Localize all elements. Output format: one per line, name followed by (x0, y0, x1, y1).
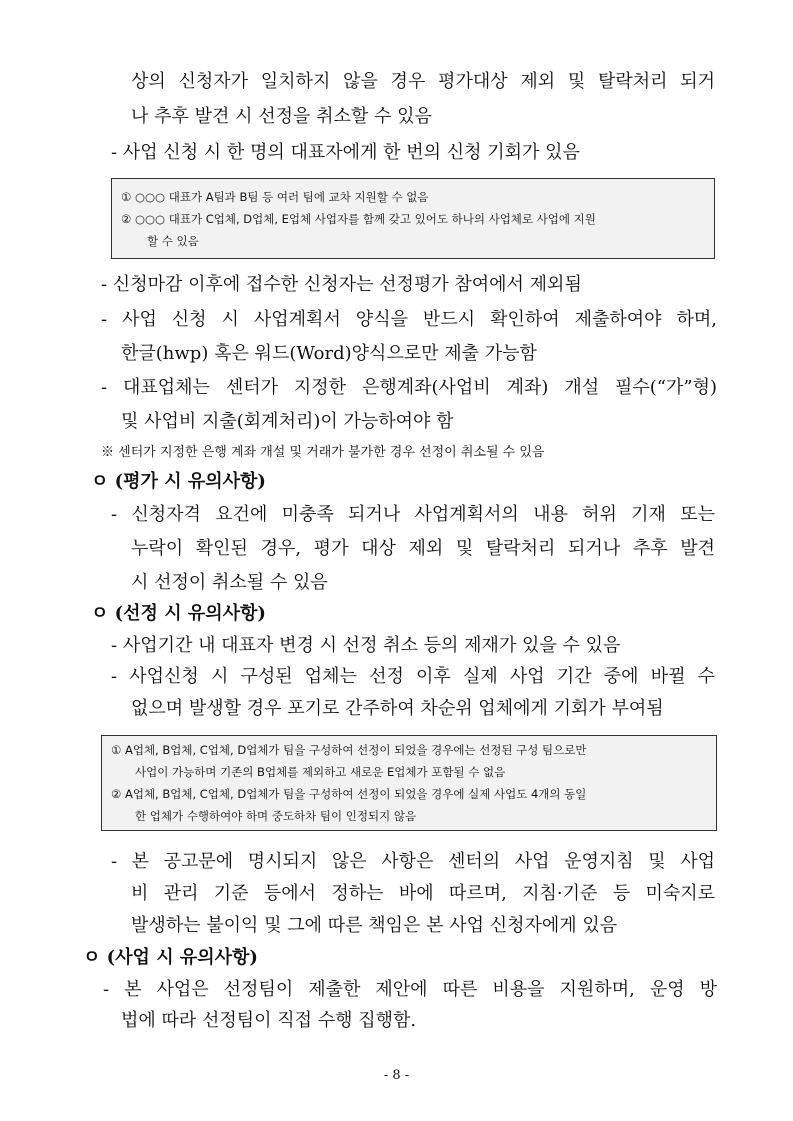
body-line: 없으며 발생할 경우 포기로 간주하여 차순위 업체에게 기회가 부여됨 (131, 698, 664, 719)
example-item: ② ○○○ 대표가 C업체, D업체, E업체 사업자를 함께 갖고 있어도 하나의 사업체로 사업에 지원 (121, 212, 596, 226)
body-line: - 신청자격 요건에 미충족 되거나 사업계획서의 내용 허위 기재 또는 (111, 504, 715, 525)
body-line: 비 관리 기준 등에서 정하는 바에 따르며, 지침·기준 등 미숙지로 (131, 883, 715, 904)
body-line: - 신청마감 이후에 접수한 신청자는 선정평가 참여에서 제외됨 (101, 274, 582, 295)
body-line: - 본 공고문에 명시되지 않은 사항은 센터의 사업 운영지침 및 사업 (111, 851, 715, 872)
body-line: - 사업신청 시 구성된 업체는 선정 이후 실제 사업 기간 중에 바뀔 수 (111, 666, 715, 687)
section-heading: ㅇ (평가 시 유의사항) (91, 471, 266, 492)
body-line: 및 사업비 지출(회계처리)이 가능하여야 함 (121, 411, 454, 432)
body-line: - 사업 신청 시 사업계획서 양식을 반드시 확인하여 제출하여야 하며, (101, 309, 717, 330)
example-item: ① A업체, B업체, C업체, D업체가 팀을 구성하여 선정이 되었을 경우에는 선정된 구성 팀으로만 (111, 743, 587, 757)
example-item: ① ○○○ 대표가 A팀과 B팀 등 여러 팀에 교차 지원할 수 없음 (121, 190, 429, 204)
body-line: 한글(hwp) 혹은 워드(Word)양식으로만 제출 가능함 (121, 343, 537, 364)
example-item: 할 수 있음 (147, 234, 199, 248)
section-heading: ㅇ (사업 시 유의사항) (83, 947, 258, 968)
example-item: ② A업체, B업체, C업체, D업체가 팀을 구성하여 선정이 되었을 경우에 실제 사업도 4개의 동일 (111, 787, 587, 801)
body-line: 법에 따라 선정팀이 직접 수행 집행함. (121, 1010, 417, 1031)
body-line: 누락이 확인된 경우, 평가 대상 제외 및 탈락처리 되거나 추후 발견 (131, 538, 715, 559)
note-line: ※ 센터가 지정한 은행 계좌 개설 및 거래가 불가한 경우 선정이 취소될 수 있음 (101, 445, 545, 460)
body-line: 시 선정이 취소될 수 있음 (131, 572, 328, 593)
section-heading: ㅇ (선정 시 유의사항) (91, 603, 266, 624)
example-item: 한 업체가 수행하여야 하며 중도하차 팀이 인정되지 않음 (135, 809, 417, 823)
body-line: 나 추후 발견 시 선정을 취소할 수 있음 (131, 106, 432, 127)
example-item: 사업이 가능하며 기존의 B업체를 제외하고 새로운 E업체가 포함될 수 없음 (135, 765, 506, 779)
body-line: - 사업 신청 시 한 명의 대표자에게 한 번의 신청 기회가 있음 (111, 142, 580, 163)
body-line: - 사업기간 내 대표자 변경 시 선정 취소 등의 제재가 있을 수 있음 (111, 635, 621, 656)
body-line: - 대표업체는 센터가 지정한 은행계좌(사업비 계좌) 개설 필수(“가”형) (101, 377, 717, 398)
body-line: 발생하는 불이익 및 그에 따른 책임은 본 사업 신청자에게 있음 (131, 915, 618, 936)
body-line: 상의 신청자가 일치하지 않을 경우 평가대상 제외 및 탈락처리 되거 (131, 71, 715, 92)
body-line: - 본 사업은 선정팀이 제출한 제안에 따른 비용을 지원하며, 운영 방 (103, 979, 717, 1000)
page-number: - 8 - (383, 1068, 410, 1083)
